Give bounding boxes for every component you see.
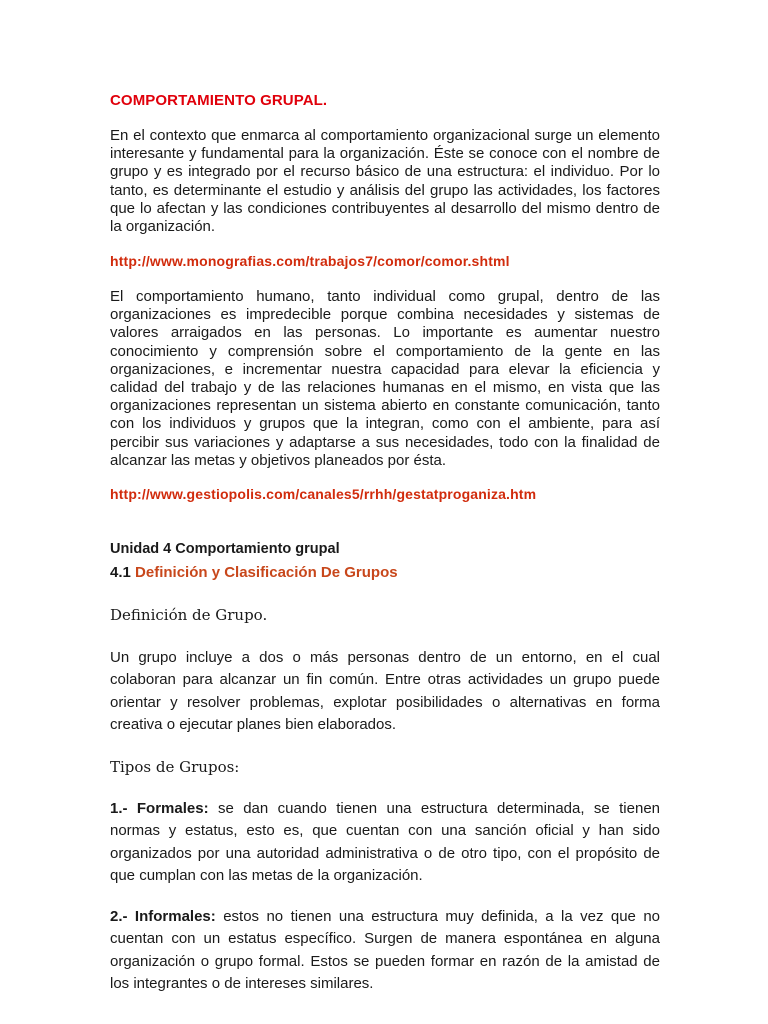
- type-formal-label: 1.- Formales:: [110, 800, 209, 817]
- source-link-gestiopolis[interactable]: http://www.gestiopolis.com/canales5/rrhh/gestatproganiza.htm: [110, 486, 537, 502]
- section-number: 4.1: [110, 564, 131, 581]
- type-informal-text: estos no tienen una estructura muy definida, a la vez que no cuentan con un estatus específico. Surgen de manera espontánea en alguna organización o grupo formal. Estos se pueden formar en razón de la amistad de los integrantes o de intereses similares.: [110, 908, 661, 993]
- definition-paragraph: Un grupo incluye a dos o más personas dentro de un entorno, en el cual colaboran para alcanzar un fin común. Entre otras actividades un grupo puede orientar y resolver problemas, explotar posibilidades o alternativas en forma creativa o ejecutar planes bien elaborados.: [110, 649, 660, 734]
- type-formal-text: se dan cuando tienen una estructura determinada, se tienen normas y estatus, esto es, que cuentan con una sanción oficial y han sido organizados por una autoridad administrativa o de otro tipo, con el propósito de que cumplan con las metas de la organización.: [110, 800, 660, 885]
- types-heading: Tipos de Grupos:: [110, 758, 240, 776]
- definition-heading: Definición de Grupo.: [110, 606, 268, 624]
- source-link-monografias[interactable]: http://www.monografias.com/trabajos7/comor/comor.shtml: [110, 253, 510, 269]
- document-page: [110, 0, 660, 1024]
- behavior-paragraph: El comportamiento humano, tanto individual como grupal, dentro de las organizaciones es impredecible porque combina necesidades y sistemas de valores arraigados en las personas. Lo importante es aumentar nuestro conocimiento y comprensión sobre el comportamiento de la gente en las organizaciones, e incrementar nuestra capacidad para elevar la eficiencia y calidad del trabajo y de las relaciones humanas en el mismo, en vista que las organizaciones representan un sistema abierto en constante comunicación, tanto con los individuos y grupos que la integran, como con el ambiente, para así percibir sus variaciones y adaptarse a sus necesidades, todo con la finalidad de alcanzar las metas y objetivos planeados por ésta.: [110, 288, 660, 469]
- type-informal-paragraph: [110, 906, 660, 996]
- type-formal-paragraph: [110, 798, 660, 888]
- unit-title: Unidad 4 Comportamiento grupal: [110, 541, 340, 557]
- type-informal-label: 2.- Informales:: [110, 908, 216, 925]
- doc-title: COMPORTAMIENTO GRUPAL.: [110, 92, 328, 109]
- intro-paragraph: En el contexto que enmarca al comportamiento organizacional surge un elemento interesante y fundamental para la organización. Éste se conoce con el nombre de grupo y es integrado por el recurso básico de una estructura: el individuo. Por lo tanto, es determinante el estudio y análisis del grupo las actividades, los factores que lo afectan y las condiciones contribuyentes al desarrollo del mismo dentro de la organización.: [110, 127, 660, 236]
- section-title-text: Definición y Clasificación De Grupos: [135, 564, 398, 581]
- section-title: [110, 564, 660, 581]
